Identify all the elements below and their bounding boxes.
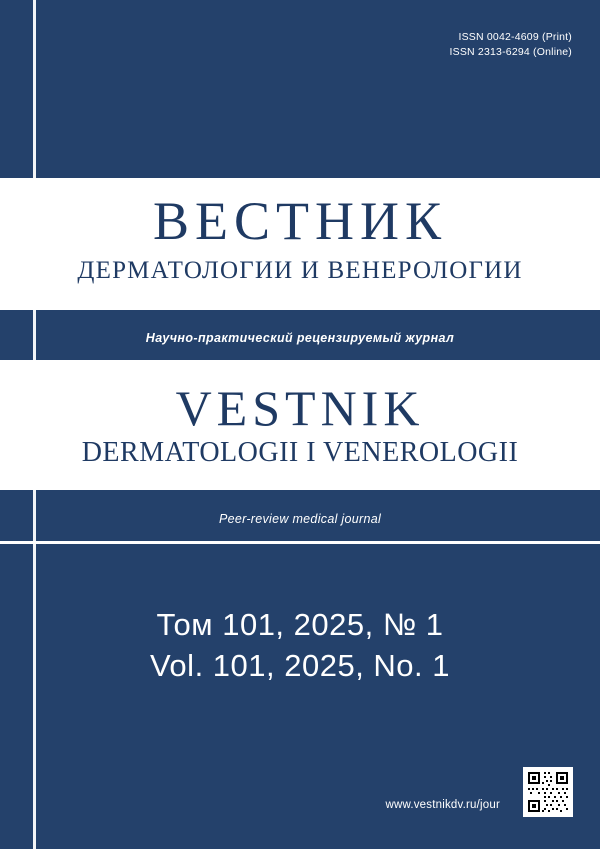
volume-english: Vol. 101, 2025, No. 1	[149, 648, 451, 683]
tagline-russian: Научно-практический рецензируемый журнал	[145, 331, 455, 345]
website-url: www.vestnikdv.ru/jour	[385, 799, 500, 811]
issn-print: ISSN 0042-4609 (Print)	[458, 31, 572, 43]
issn-block	[450, 30, 573, 60]
title-russian: ВЕСТНИК	[152, 191, 448, 251]
issn-online: ISSN 2313-6294 (Online)	[449, 46, 572, 58]
tagline-english: Peer-review medical journal	[218, 512, 382, 526]
title-english: VESTNIK	[175, 380, 425, 436]
subtitle-english: DERMATOLOGII I VENEROLOGII	[81, 437, 519, 468]
qr-code-icon	[523, 767, 573, 817]
volume-russian: Том 101, 2025, № 1	[156, 607, 444, 642]
divider-rule	[0, 541, 600, 544]
subtitle-russian: ДЕРМАТОЛОГИИ И ВЕНЕРОЛОГИИ	[77, 257, 523, 284]
